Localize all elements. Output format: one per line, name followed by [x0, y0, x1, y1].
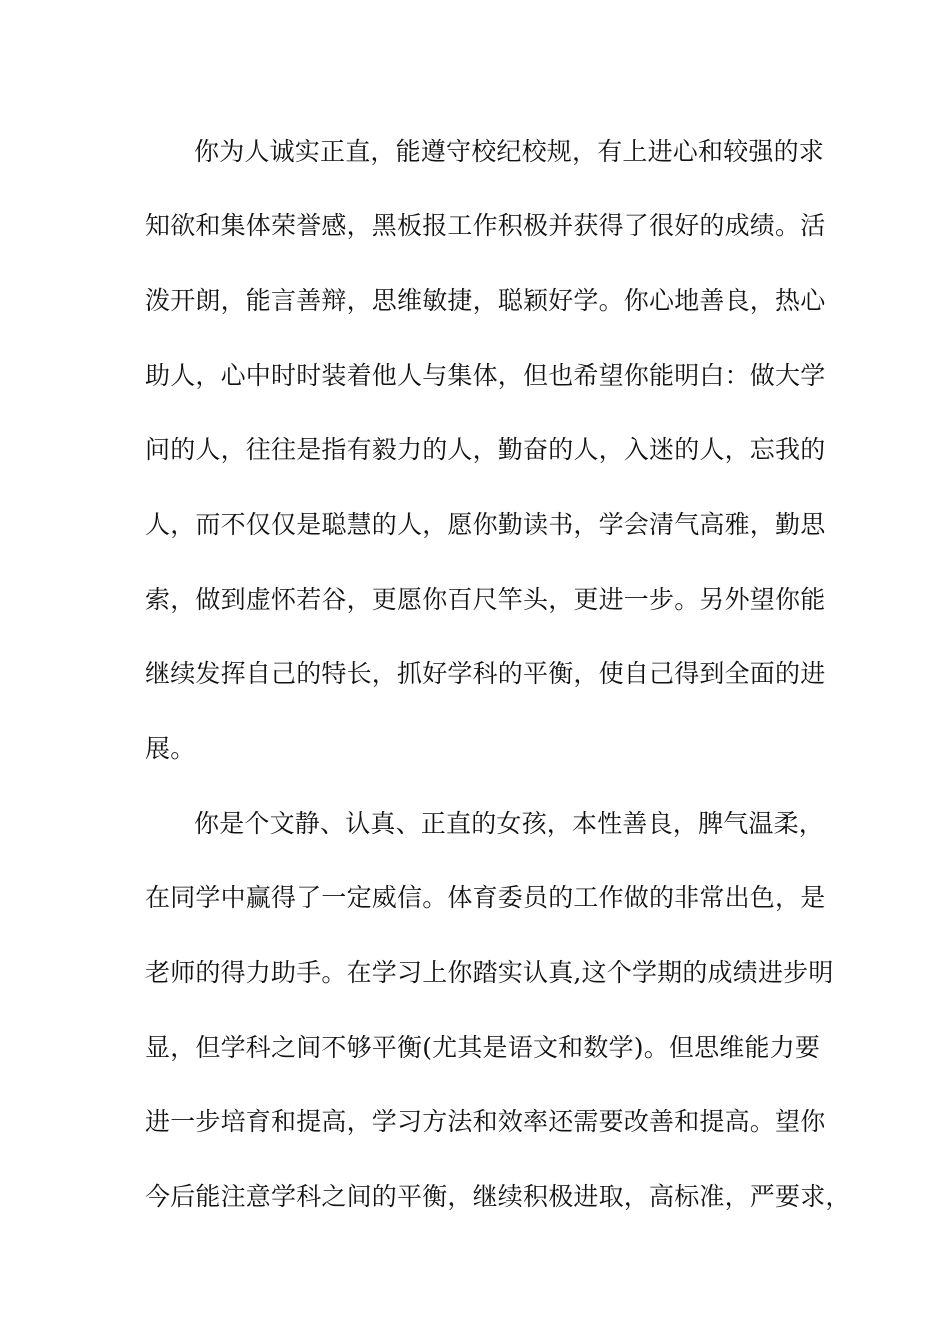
paragraph-line: 继续发挥自己的特长，抓好学科的平衡，使自己得到全面的进 — [145, 659, 826, 688]
paragraph-line: 你为人诚实正直，能遵守校纪校规，有上进心和较强的求 — [194, 137, 825, 166]
paragraph-line: 显，但学科之间不够平衡(尤其是语文和数学)。但思维能力要 — [145, 1033, 821, 1062]
paragraph-line: 在同学中赢得了一定威信。体育委员的工作做的非常出色，是 — [145, 883, 826, 912]
paragraph-line: 索，做到虚怀若谷，更愿你百尺竿头，更进一步。另外望你能 — [145, 585, 826, 614]
paragraph-line: 泼开朗，能言善辩，思维敏捷，聪颖好学。你心地善良，热心 — [145, 286, 826, 315]
paragraph-line: 展。 — [145, 734, 196, 763]
paragraph-line: 问的人，往往是指有毅力的人，勤奋的人，入迷的人，忘我的 — [145, 435, 826, 464]
paragraph-line: 助人，心中时时装着他人与集体，但也希望你能明白：做大学 — [145, 361, 826, 390]
paragraph-line: 老师的得力助手。在学习上你踏实认真,这个学期的成绩进步明 — [145, 958, 834, 987]
paragraph-line: 人，而不仅仅是聪慧的人，愿你勤读书，学会清气高雅，勤思 — [145, 510, 826, 539]
paragraph-line: 进一步培育和提高，学习方法和效率还需要改善和提高。望你 — [145, 1107, 826, 1136]
paragraph-line: 今后能注意学科之间的平衡，继续积极进取，高标准，严要求， — [145, 1182, 851, 1211]
paragraph-line: 知欲和集体荣誉感，黑板报工作积极并获得了很好的成绩。活 — [145, 211, 826, 240]
paragraph-line: 你是个文静、认真、正直的女孩，本性善良，脾气温柔， — [194, 809, 825, 838]
